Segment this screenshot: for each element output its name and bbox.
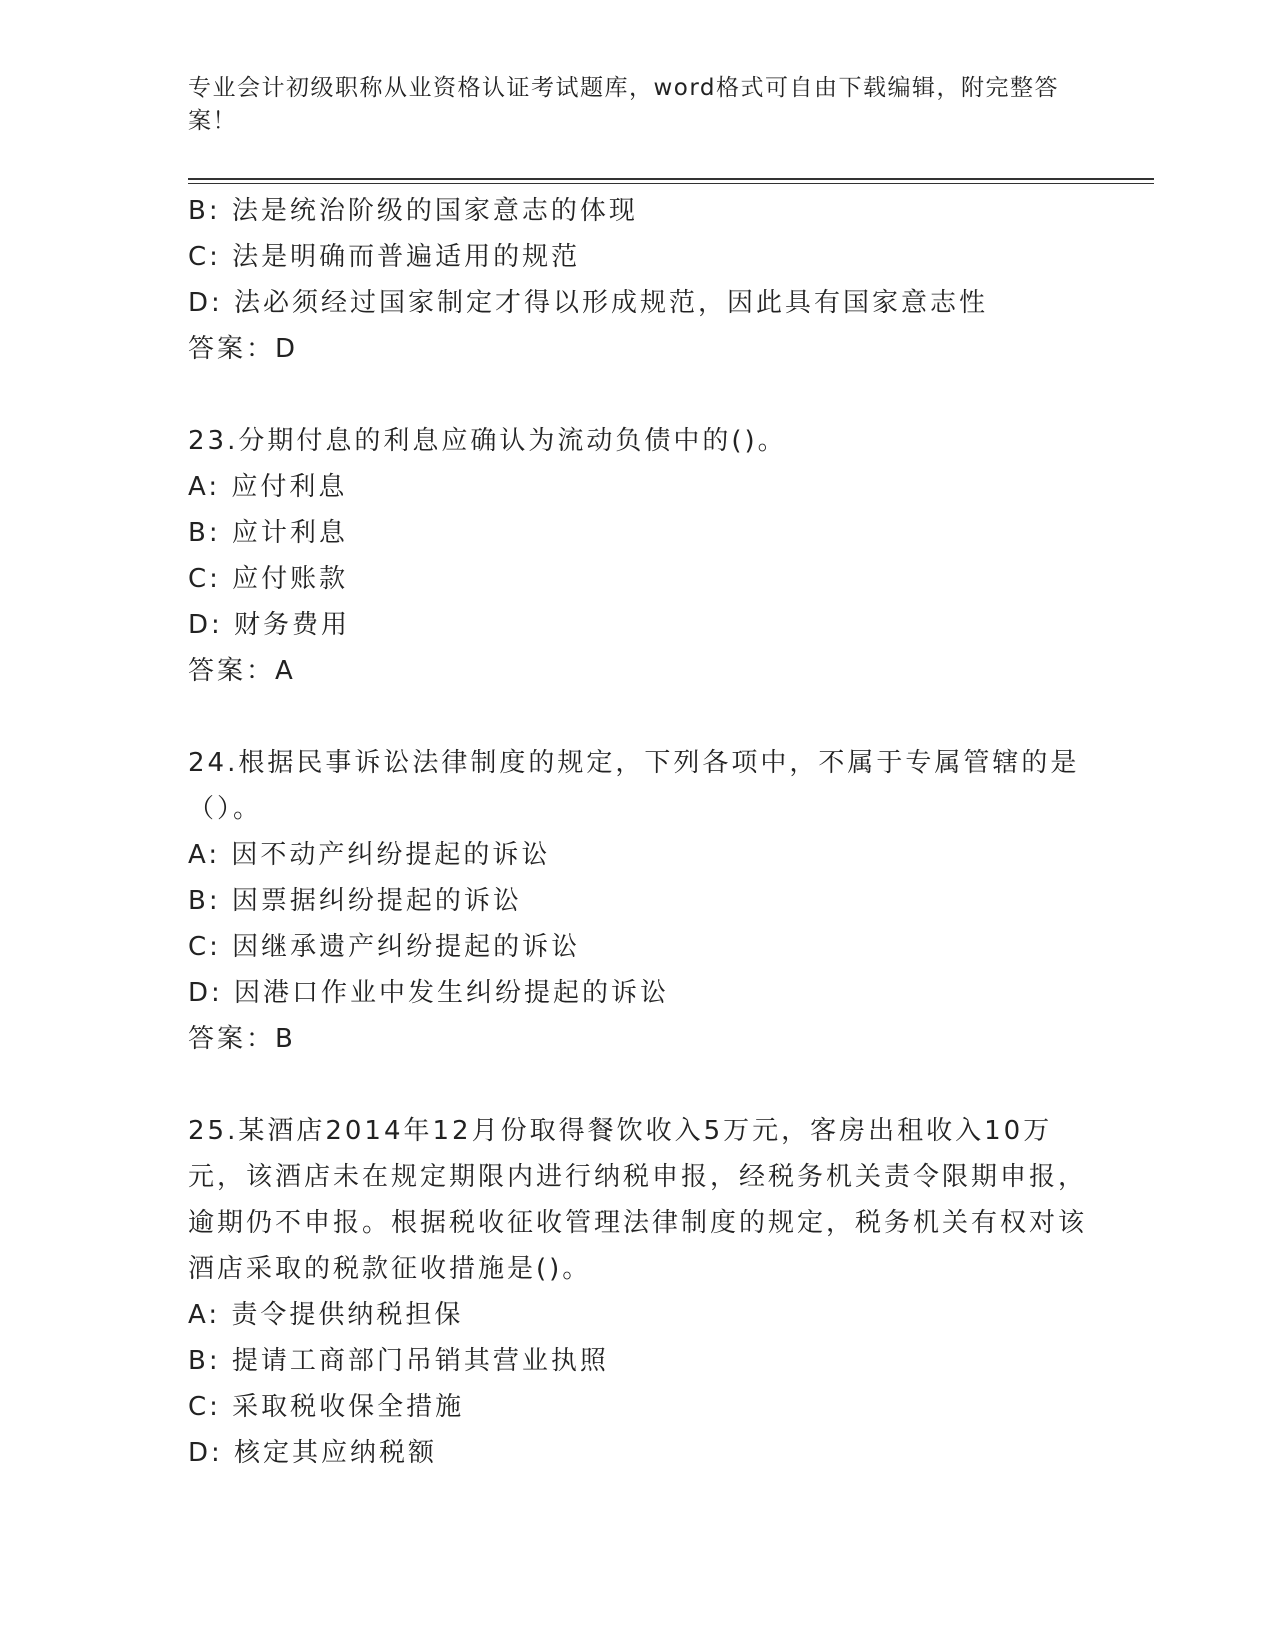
answer: 答案：D — [188, 334, 299, 364]
option-b: B: 法是统治阶级的国家意志的体现 — [188, 196, 638, 226]
option-c: C: 应付账款 — [188, 564, 349, 594]
previous-question-tail — [188, 188, 1088, 372]
document-header: 专业会计初级职称从业资格认证考试题库，word格式可自由下载编辑，附完整答案！ — [188, 75, 1060, 134]
option-c: C: 采取税收保全措施 — [188, 1392, 465, 1422]
option-b: B: 应计利息 — [188, 518, 348, 548]
spacer — [188, 694, 1088, 740]
option-b: B: 提请工商部门吊销其营业执照 — [188, 1346, 609, 1376]
option-b: B: 因票据纠纷提起的诉讼 — [188, 886, 522, 916]
option-d: D: 财务费用 — [188, 610, 351, 640]
question-content — [188, 188, 1088, 1476]
answer: 答案：B — [188, 1024, 296, 1054]
question-stem: 25.某酒店2014年12月份取得餐饮收入5万元，客房出租收入10万元，该酒店未在规定期限内进行纳税申报，经税务机关责令限期申报，逾期仍不申报。根据税收征收管理法律制度的规定，税务机关有权对该酒店采取的税款征收措施是()。 — [188, 1116, 1088, 1284]
option-a: A: 因不动产纠纷提起的诉讼 — [188, 840, 551, 870]
header-rule-thin — [188, 183, 1154, 184]
question-25 — [188, 1108, 1088, 1476]
option-d: D: 法必须经过国家制定才得以形成规范，因此具有国家意志性 — [188, 288, 989, 318]
question-24 — [188, 740, 1088, 1062]
option-d: D: 因港口作业中发生纠纷提起的诉讼 — [188, 978, 670, 1008]
spacer — [188, 372, 1088, 418]
question-23 — [188, 418, 1088, 694]
option-c: C: 因继承遗产纠纷提起的诉讼 — [188, 932, 581, 962]
option-a: A: 责令提供纳税担保 — [188, 1300, 464, 1330]
option-a: A: 应付利息 — [188, 472, 348, 502]
question-stem: 23.分期付息的利息应确认为流动负债中的()。 — [188, 426, 787, 456]
option-c: C: 法是明确而普遍适用的规范 — [188, 242, 581, 272]
question-stem: 24.根据民事诉讼法律制度的规定，下列各项中，不属于专属管辖的是（）。 — [188, 748, 1080, 824]
spacer — [188, 1062, 1088, 1108]
option-d: D: 核定其应纳税额 — [188, 1438, 438, 1468]
answer: 答案：A — [188, 656, 296, 686]
header-rule-thick — [188, 178, 1154, 180]
